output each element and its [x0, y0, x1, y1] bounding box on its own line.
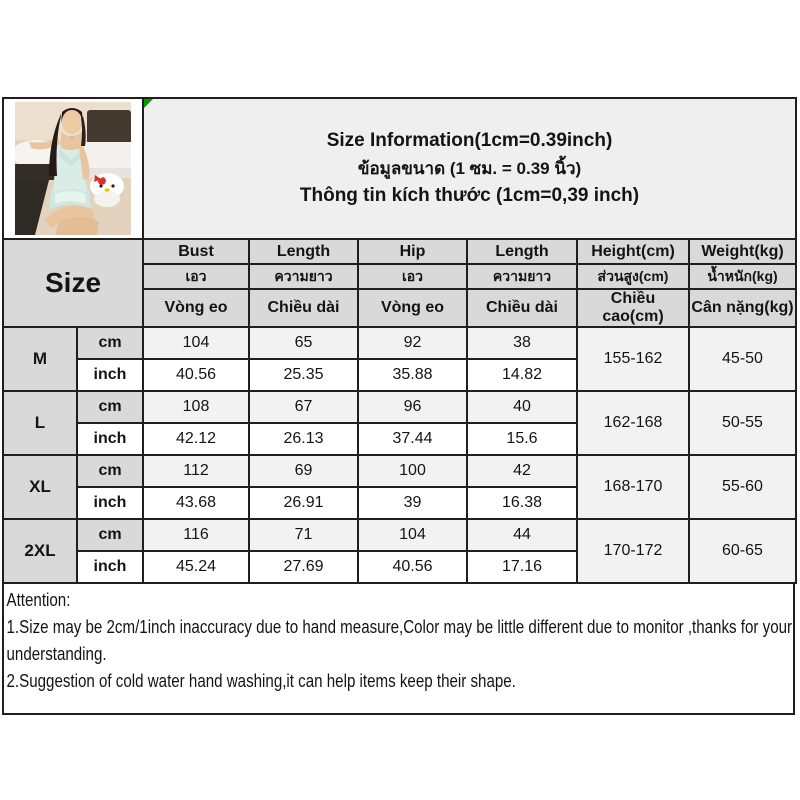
cell-m-length2-cm: 38: [467, 327, 577, 359]
size-chart-sheet: [2, 97, 795, 715]
cell-m-bust-inch: 40.56: [143, 359, 249, 391]
cell-m-height: 155-162: [577, 327, 689, 391]
cell-l-height: 162-168: [577, 391, 689, 455]
col-header-height-th: ส่วนสูง(cm): [577, 264, 689, 289]
cell-2xl-weight: 60-65: [689, 519, 796, 583]
cell-xl-length2-inch: 16.38: [467, 487, 577, 519]
size-row-label-2xl: 2XL: [3, 519, 77, 583]
col-header-length1-th: ความยาว: [249, 264, 358, 289]
product-photo-illustration: [15, 102, 131, 235]
cell-2xl-length1-inch: 27.69: [249, 551, 358, 583]
cell-xl-bust-cm: 112: [143, 455, 249, 487]
title-vietnamese: Thông tin kích thước (1cm=0,39 inch): [299, 185, 640, 206]
cell-l-bust-cm: 108: [143, 391, 249, 423]
unit-label-inch: inch: [77, 423, 143, 455]
cell-m-length2-inch: 14.82: [467, 359, 577, 391]
cell-l-hip-cm: 96: [358, 391, 467, 423]
cell-l-weight: 50-55: [689, 391, 796, 455]
cell-xl-weight: 55-60: [689, 455, 796, 519]
size-row-label-l: L: [3, 391, 77, 455]
cell-l-bust-inch: 42.12: [143, 423, 249, 455]
cell-xl-length2-cm: 42: [467, 455, 577, 487]
cell-2xl-length2-inch: 17.16: [467, 551, 577, 583]
cell-l-length2-inch: 15.6: [467, 423, 577, 455]
col-header-length1-vi: Chiều dài: [249, 289, 358, 327]
cell-xl-length1-inch: 26.91: [249, 487, 358, 519]
col-header-bust-th: เอว: [143, 264, 249, 289]
unit-label-cm: cm: [77, 519, 143, 551]
unit-label-cm: cm: [77, 455, 143, 487]
cell-m-hip-inch: 35.88: [358, 359, 467, 391]
unit-label-cm: cm: [77, 391, 143, 423]
corner-marker-triangle-icon: [144, 99, 153, 108]
size-row-label-xl: XL: [3, 455, 77, 519]
unit-label-inch: inch: [77, 487, 143, 519]
col-header-length1-en: Length: [249, 239, 358, 264]
col-header-bust-vi: Vòng eo: [143, 289, 249, 327]
attention-heading: Attention:: [6, 590, 71, 610]
title-cell: [143, 98, 796, 239]
size-row-label-m: M: [3, 327, 77, 391]
unit-label-inch: inch: [77, 359, 143, 391]
col-header-weight-en: Weight(kg): [689, 239, 796, 264]
cell-l-hip-inch: 37.44: [358, 423, 467, 455]
col-header-length2-th: ความยาว: [467, 264, 577, 289]
attention-line-2: 2.Suggestion of cold water hand washing,it can help items keep their shape.: [6, 671, 516, 691]
cell-2xl-length2-cm: 44: [467, 519, 577, 551]
cell-xl-height: 168-170: [577, 455, 689, 519]
cell-2xl-height: 170-172: [577, 519, 689, 583]
unit-label-inch: inch: [77, 551, 143, 583]
cell-2xl-length1-cm: 71: [249, 519, 358, 551]
cell-m-weight: 45-50: [689, 327, 796, 391]
col-header-hip-th: เอว: [358, 264, 467, 289]
attention-line-1-wrap: understanding.: [6, 644, 107, 664]
cell-2xl-hip-cm: 104: [358, 519, 467, 551]
size-table: [2, 97, 797, 584]
cell-xl-bust-inch: 43.68: [143, 487, 249, 519]
cell-m-length1-inch: 25.35: [249, 359, 358, 391]
cell-m-bust-cm: 104: [143, 327, 249, 359]
col-header-length2-en: Length: [467, 239, 577, 264]
unit-label-cm: cm: [77, 327, 143, 359]
cell-2xl-hip-inch: 40.56: [358, 551, 467, 583]
col-header-bust-en: Bust: [143, 239, 249, 264]
cell-m-hip-cm: 92: [358, 327, 467, 359]
col-header-hip-vi: Vòng eo: [358, 289, 467, 327]
cell-2xl-bust-inch: 45.24: [143, 551, 249, 583]
cell-m-length1-cm: 65: [249, 327, 358, 359]
product-photo-cell: [3, 98, 143, 239]
title-thai: ข้อมูลขนาด (1 ซม. = 0.39 นิ้ว): [357, 159, 582, 178]
col-header-weight-vi: Cân nặng(kg): [689, 289, 796, 327]
col-header-height-vi: Chiều cao(cm): [577, 289, 689, 327]
size-header-label: Size: [3, 239, 143, 327]
title-english: Size Information(1cm=0.39inch): [326, 130, 613, 151]
col-header-weight-th: น้ำหนัก(kg): [689, 264, 796, 289]
col-header-hip-en: Hip: [358, 239, 467, 264]
cell-l-length1-inch: 26.13: [249, 423, 358, 455]
product-photo: [4, 102, 142, 235]
attention-line-1: 1.Size may be 2cm/1inch inaccuracy due to hand measure,Color may be little different due to monitor ,thanks for your: [6, 617, 793, 637]
cell-l-length1-cm: 67: [249, 391, 358, 423]
cell-xl-length1-cm: 69: [249, 455, 358, 487]
col-header-length2-vi: Chiều dài: [467, 289, 577, 327]
col-header-height-en: Height(cm): [577, 239, 689, 264]
cell-xl-hip-inch: 39: [358, 487, 467, 519]
cell-xl-hip-cm: 100: [358, 455, 467, 487]
attention-note: [2, 584, 795, 715]
cell-l-length2-cm: 40: [467, 391, 577, 423]
cell-2xl-bust-cm: 116: [143, 519, 249, 551]
